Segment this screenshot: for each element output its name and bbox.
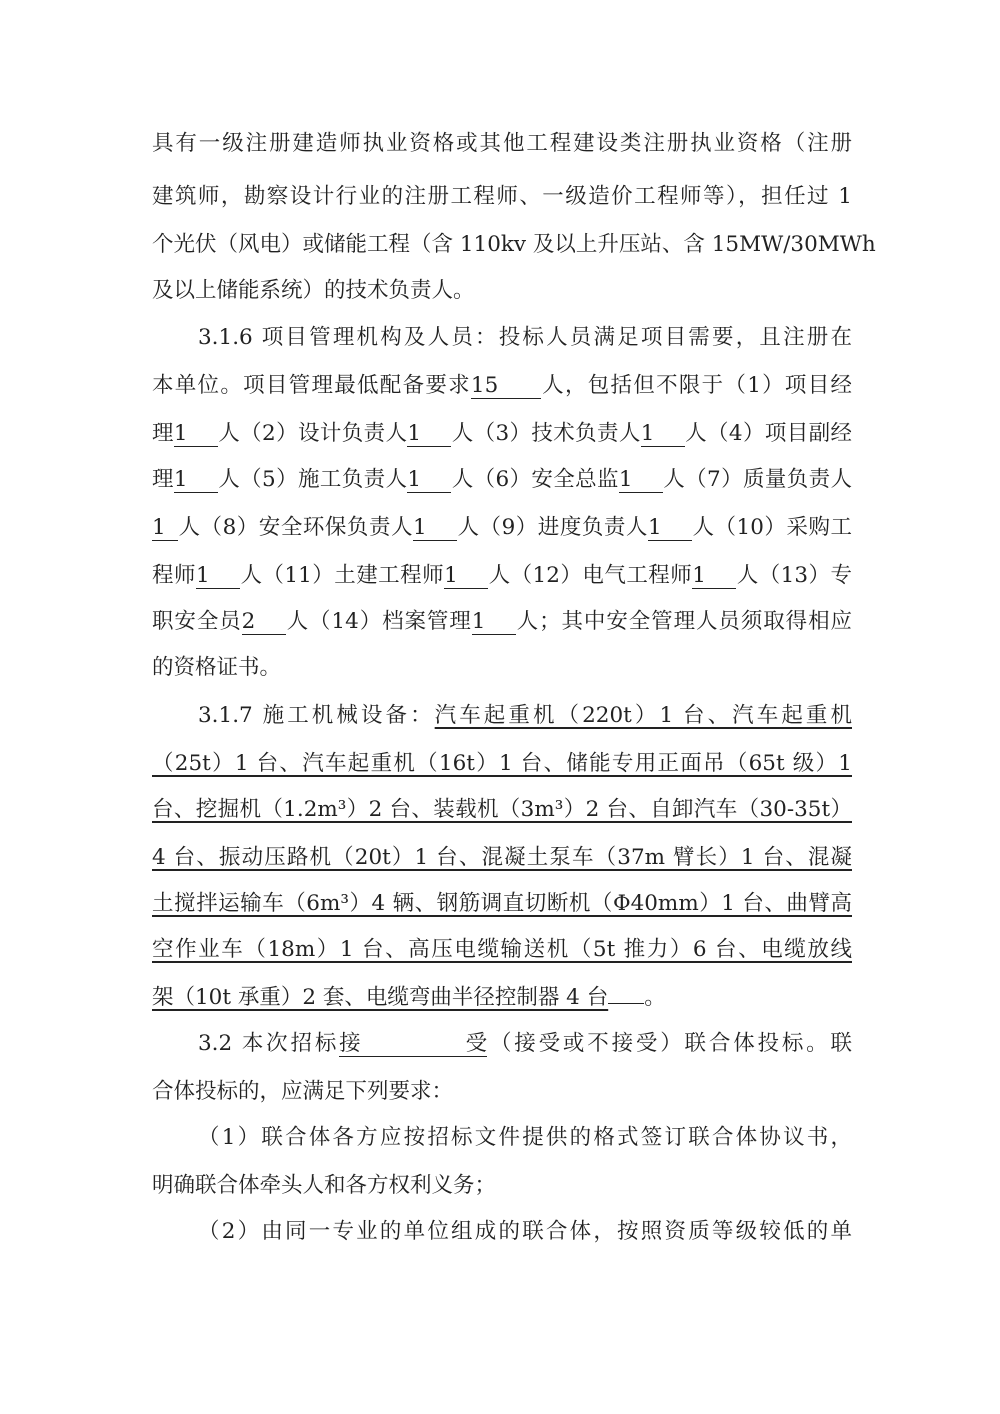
text-run: （1）联合体各方应按招标文件提供的格式签订联合体协议书， [198, 1125, 852, 1150]
paragraph-line [152, 229, 876, 261]
count-blank: 2 [242, 610, 286, 635]
count-blank: 1 [407, 468, 451, 493]
paragraph-line [152, 794, 852, 826]
paragraph-line [152, 512, 852, 544]
text-run: 及以上储能系统）的技术负责人。 [152, 278, 475, 303]
text-run: 人（7）质量负责人 [662, 467, 852, 492]
text-run: 建筑师，勘察设计行业的注册工程师、一级造价工程师等），担任过 1 [152, 184, 852, 209]
trailing-blank [608, 1003, 644, 1004]
text-run: 3.1.6 项目管理机构及人员：投标人员满足项目需要，且注册在 [198, 325, 852, 350]
equipment-list-text: 架（10t 承重）2 套、电缆弯曲半径控制器 4 台 [152, 985, 609, 1010]
text-run: 合体投标的，应满足下列要求： [152, 1079, 454, 1104]
text-run: 人（5）施工负责人 [217, 467, 408, 492]
equipment-list-text: 4 台、振动压路机（20t）1 台、混凝土泵车（37m 臂长）1 台、混凝 [152, 845, 852, 870]
text-run: 的资格证书。 [152, 655, 282, 680]
paragraph-line [152, 128, 852, 160]
count-blank: 1 [692, 564, 736, 589]
text-run: 理 [152, 421, 174, 446]
text-run: 人（6）安全总监 [451, 467, 619, 492]
text-run: 人；其中安全管理人员须取得相应 [515, 609, 852, 634]
paragraph-line [152, 275, 852, 307]
text-run: 具有一级注册建造师执业资格或其他工程建设类注册执业资格（注册 [152, 131, 852, 156]
text-run: 个光伏（风电）或储能工程（含 110kv 及以上升压站、含 15MW/30MWh [152, 232, 876, 257]
text-run: （2）由同一专业的单位组成的联合体，按照资质等级较低的单 [198, 1219, 852, 1244]
section-3-2-heading [198, 1028, 852, 1060]
paragraph-line [152, 464, 852, 496]
text-run: 理 [152, 467, 174, 492]
equipment-list-text: 汽车起重机（220t）1 台、汽车起重机 [434, 703, 852, 728]
count-blank: 1 [196, 564, 240, 589]
text-run: 人（11）土建工程师 [239, 563, 445, 588]
count-blank: 1 [648, 516, 692, 541]
count-blank: 1 [641, 422, 685, 447]
text-run: 人（3）技术负责人 [451, 421, 641, 446]
text-run: （接受或不接受）联合体投标。联 [487, 1031, 852, 1056]
text-run: 3.2 本次招标 [198, 1031, 340, 1056]
text-run: 人（10）采购工 [691, 515, 852, 540]
consortium-accept-blank: 接受 [339, 1031, 488, 1056]
section-3-1-6-heading [198, 322, 852, 354]
equipment-list-text: 土搅拌运输车（6m³）4 辆、钢筋调直切断机（Φ40mm）1 台、曲臂高 [152, 891, 852, 916]
list-item [198, 1216, 852, 1248]
paragraph-line [152, 181, 852, 213]
count-blank: 1 [413, 516, 457, 541]
text-run: 人（4）项目副经 [684, 421, 852, 446]
text-run: 人（13）专 [736, 563, 852, 588]
text-run: 程师 [152, 563, 196, 588]
count-blank: 1 [174, 422, 218, 447]
count-blank: 1 [407, 422, 451, 447]
paragraph-line [152, 842, 852, 874]
paragraph-line [152, 606, 852, 638]
count-blank: 1 [619, 468, 663, 493]
paragraph-line [152, 418, 852, 450]
equipment-list-text: 台、挖掘机（1.2m³）2 台、装载机（3m³）2 台、自卸汽车（30-35t） [152, 797, 852, 822]
staff-total-blank: 15 [471, 374, 541, 399]
text-run: 人（2）设计负责人 [217, 421, 408, 446]
list-item [198, 1122, 852, 1154]
paragraph-line [152, 1170, 852, 1202]
section-3-1-7-heading [198, 700, 852, 732]
paragraph-line [152, 888, 852, 920]
paragraph-line [152, 560, 852, 592]
equipment-list-text: 空作业车（18m）1 台、高压电缆输送机（5t 推力）6 台、电缆放线 [152, 937, 852, 962]
count-blank: 1 [174, 468, 218, 493]
text-run: 人（12）电气工程师 [488, 563, 693, 588]
count-blank: 1 [444, 564, 488, 589]
paragraph-line [152, 934, 852, 966]
count-blank: 1 [472, 610, 516, 635]
text-run: 职安全员 [152, 609, 242, 634]
text-run: 人（8）安全环保负责人 [178, 515, 413, 540]
paragraph-line [152, 748, 852, 780]
paragraph-line [152, 370, 852, 402]
text-run: 明确联合体牵头人和各方权利义务； [152, 1173, 497, 1198]
text-run: 人（9）进度负责人 [457, 515, 648, 540]
count-blank: 1 [152, 516, 178, 541]
text-run: 人，包括但不限于（1）项目经 [540, 373, 852, 398]
equipment-list-text: （25t）1 台、汽车起重机（16t）1 台、储能专用正面吊（65t 级）1 [152, 751, 852, 776]
text-run: 本单位。项目管理最低配备要求 [152, 373, 471, 398]
text-run: 3.1.7 施工机械设备： [198, 703, 435, 728]
text-run: 人（14）档案管理 [285, 609, 472, 634]
text-run: 。 [644, 985, 666, 1010]
paragraph-line [152, 1076, 852, 1108]
paragraph-line [152, 982, 852, 1014]
paragraph-line [152, 652, 852, 684]
